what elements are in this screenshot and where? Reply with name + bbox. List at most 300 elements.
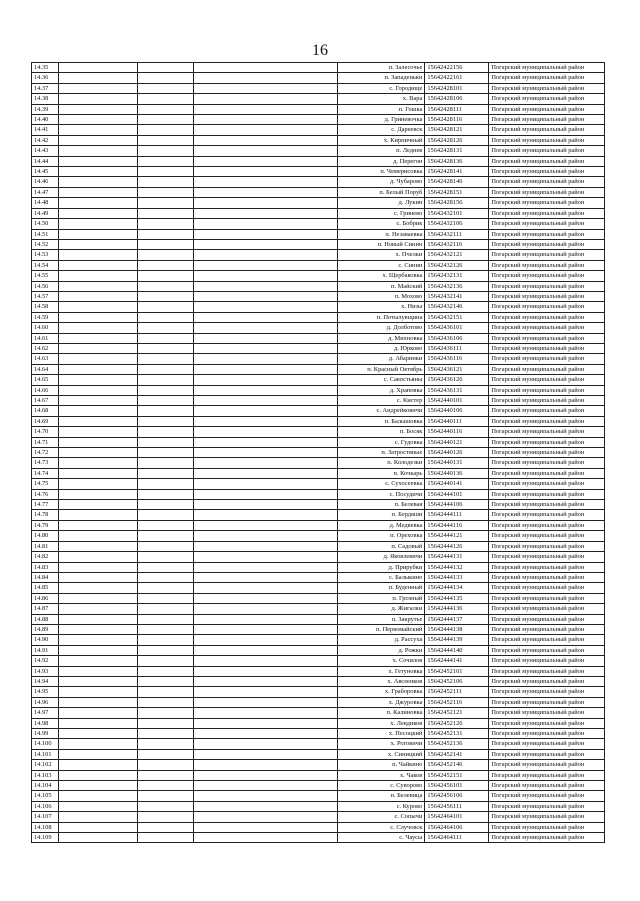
row-number-cell: 14.77 — [32, 500, 59, 510]
oktmo-code-cell: 15642444134 — [425, 583, 489, 593]
settlement-name-cell: п. Гошка — [337, 104, 425, 114]
empty-cell — [194, 489, 338, 499]
row-number-cell: 14.64 — [32, 364, 59, 374]
empty-cell — [194, 437, 338, 447]
oktmo-code-cell: 15642440141 — [425, 479, 489, 489]
settlement-name-cell: п. Новый Синин — [337, 239, 425, 249]
settlement-name-cell: п. Первомайский — [337, 624, 425, 634]
empty-cell — [194, 739, 338, 749]
empty-cell — [138, 354, 194, 364]
empty-cell — [194, 520, 338, 530]
table-row — [32, 562, 605, 572]
row-number-cell: 14.69 — [32, 416, 59, 426]
district-cell: Погарский муниципальный район — [489, 781, 605, 791]
settlements-table — [31, 62, 605, 843]
empty-cell — [58, 760, 137, 770]
empty-cell — [58, 552, 137, 562]
settlement-name-cell: х. Низы — [337, 302, 425, 312]
row-number-cell: 14.39 — [32, 104, 59, 114]
empty-cell — [194, 323, 338, 333]
row-number-cell: 14.76 — [32, 489, 59, 499]
empty-cell — [138, 73, 194, 83]
settlement-name-cell: п. Чайкино — [337, 760, 425, 770]
empty-cell — [138, 645, 194, 655]
district-cell: Погарский муниципальный район — [489, 791, 605, 801]
empty-cell — [138, 833, 194, 843]
oktmo-code-cell: 15642444137 — [425, 614, 489, 624]
empty-cell — [194, 375, 338, 385]
table-row — [32, 572, 605, 582]
empty-cell — [194, 83, 338, 93]
empty-cell — [58, 520, 137, 530]
empty-cell — [138, 479, 194, 489]
oktmo-code-cell: 15642432111 — [425, 229, 489, 239]
table-row — [32, 718, 605, 728]
row-number-cell: 14.56 — [32, 281, 59, 291]
oktmo-code-cell: 15642432121 — [425, 250, 489, 260]
empty-cell — [58, 697, 137, 707]
settlement-name-cell: х. Гетуновка — [337, 666, 425, 676]
table-row — [32, 385, 605, 395]
empty-cell — [138, 583, 194, 593]
empty-cell — [58, 635, 137, 645]
row-number-cell: 14.58 — [32, 302, 59, 312]
row-number-cell: 14.40 — [32, 115, 59, 125]
empty-cell — [58, 333, 137, 343]
table-row — [32, 187, 605, 197]
empty-cell — [194, 833, 338, 843]
settlement-name-cell: д. Медвевка — [337, 520, 425, 530]
empty-cell — [194, 479, 338, 489]
empty-cell — [138, 562, 194, 572]
table-row — [32, 770, 605, 780]
empty-cell — [138, 271, 194, 281]
empty-cell — [58, 250, 137, 260]
row-number-cell: 14.55 — [32, 271, 59, 281]
row-number-cell: 14.108 — [32, 822, 59, 832]
table-row — [32, 666, 605, 676]
settlement-name-cell: п. Незаваевка — [337, 229, 425, 239]
oktmo-code-cell: 15642440136 — [425, 468, 489, 478]
empty-cell — [138, 115, 194, 125]
table-row — [32, 146, 605, 156]
district-cell: Погарский муниципальный район — [489, 250, 605, 260]
table-row — [32, 291, 605, 301]
empty-cell — [58, 239, 137, 249]
oktmo-code-cell: 15642456101 — [425, 781, 489, 791]
table-row — [32, 614, 605, 624]
empty-cell — [138, 104, 194, 114]
district-cell: Погарский муниципальный район — [489, 833, 605, 843]
settlement-name-cell: д. Перегон — [337, 156, 425, 166]
settlement-name-cell: с. Курово — [337, 801, 425, 811]
empty-cell — [194, 822, 338, 832]
empty-cell — [138, 416, 194, 426]
empty-cell — [58, 187, 137, 197]
row-number-cell: 14.82 — [32, 552, 59, 562]
table-row — [32, 312, 605, 322]
empty-cell — [58, 302, 137, 312]
table-row — [32, 281, 605, 291]
table-row — [32, 198, 605, 208]
table-row — [32, 822, 605, 832]
empty-cell — [58, 83, 137, 93]
empty-cell — [58, 739, 137, 749]
table-row — [32, 468, 605, 478]
empty-cell — [58, 271, 137, 281]
district-cell: Погарский муниципальный район — [489, 562, 605, 572]
settlement-name-cell: д. Абаринки — [337, 354, 425, 364]
empty-cell — [58, 604, 137, 614]
settlement-name-cell: п. Калиновка — [337, 708, 425, 718]
empty-cell — [58, 812, 137, 822]
row-number-cell: 14.37 — [32, 83, 59, 93]
district-cell: Погарский муниципальный район — [489, 645, 605, 655]
empty-cell — [58, 343, 137, 353]
oktmo-code-cell: 15642428131 — [425, 146, 489, 156]
table-row — [32, 396, 605, 406]
table-row — [32, 676, 605, 686]
district-cell: Погарский муниципальный район — [489, 156, 605, 166]
empty-cell — [58, 531, 137, 541]
empty-cell — [138, 406, 194, 416]
page-number: 16 — [312, 42, 328, 59]
empty-cell — [58, 385, 137, 395]
empty-cell — [58, 666, 137, 676]
settlement-name-cell: д. Прирубки — [337, 562, 425, 572]
district-cell: Погарский муниципальный район — [489, 208, 605, 218]
oktmo-code-cell: 15642428141 — [425, 167, 489, 177]
empty-cell — [138, 156, 194, 166]
table-row — [32, 375, 605, 385]
oktmo-code-cell: 15642432151 — [425, 312, 489, 322]
empty-cell — [194, 333, 338, 343]
empty-cell — [194, 281, 338, 291]
table-row — [32, 73, 605, 83]
settlement-name-cell: д. Юрково — [337, 343, 425, 353]
empty-cell — [194, 343, 338, 353]
oktmo-code-cell: 15642444133 — [425, 572, 489, 582]
empty-cell — [138, 83, 194, 93]
oktmo-code-cell: 15642428126 — [425, 135, 489, 145]
row-number-cell: 14.66 — [32, 385, 59, 395]
district-cell: Погарский муниципальный район — [489, 187, 605, 197]
table-row — [32, 635, 605, 645]
empty-cell — [194, 760, 338, 770]
settlement-name-cell: д. Гриневочка — [337, 115, 425, 125]
settlement-name-cell: с. Городище — [337, 83, 425, 93]
empty-cell — [194, 781, 338, 791]
district-cell: Погарский муниципальный район — [489, 94, 605, 104]
district-cell: Погарский муниципальный район — [489, 177, 605, 187]
empty-cell — [194, 135, 338, 145]
row-number-cell: 14.53 — [32, 250, 59, 260]
empty-cell — [58, 458, 137, 468]
settlement-name-cell: с. Посудичи — [337, 489, 425, 499]
oktmo-code-cell: 15642440116 — [425, 427, 489, 437]
oktmo-code-cell: 15642436131 — [425, 385, 489, 395]
empty-cell — [138, 520, 194, 530]
empty-cell — [138, 208, 194, 218]
empty-cell — [194, 562, 338, 572]
empty-cell — [58, 541, 137, 551]
empty-cell — [194, 624, 338, 634]
oktmo-code-cell: 15642428101 — [425, 83, 489, 93]
oktmo-code-cell: 15642452126 — [425, 718, 489, 728]
empty-cell — [194, 448, 338, 458]
oktmo-code-cell: 15642444111 — [425, 510, 489, 520]
empty-cell — [138, 333, 194, 343]
table-row — [32, 83, 605, 93]
oktmo-code-cell: 15642464111 — [425, 833, 489, 843]
settlement-name-cell: п. Белевица — [337, 791, 425, 801]
oktmo-code-cell: 15642432106 — [425, 219, 489, 229]
empty-cell — [138, 531, 194, 541]
district-cell: Погарский муниципальный район — [489, 83, 605, 93]
oktmo-code-cell: 15642444140 — [425, 645, 489, 655]
oktmo-code-cell: 15642436116 — [425, 354, 489, 364]
table-row — [32, 416, 605, 426]
empty-cell — [194, 115, 338, 125]
row-number-cell: 14.78 — [32, 510, 59, 520]
empty-cell — [194, 427, 338, 437]
empty-cell — [194, 791, 338, 801]
empty-cell — [138, 250, 194, 260]
empty-cell — [194, 250, 338, 260]
empty-cell — [194, 666, 338, 676]
district-cell: Погарский муниципальный район — [489, 104, 605, 114]
settlement-name-cell: с. Сухосеевка — [337, 479, 425, 489]
empty-cell — [138, 219, 194, 229]
settlement-name-cell: с. Гудовка — [337, 437, 425, 447]
row-number-cell: 14.47 — [32, 187, 59, 197]
row-number-cell: 14.36 — [32, 73, 59, 83]
district-cell: Погарский муниципальный район — [489, 260, 605, 270]
district-cell: Погарский муниципальный район — [489, 281, 605, 291]
table-row — [32, 552, 605, 562]
oktmo-code-cell: 15642428136 — [425, 156, 489, 166]
settlement-name-cell: с. Савостьяны — [337, 375, 425, 385]
table-row — [32, 135, 605, 145]
settlement-name-cell: п. Ореховка — [337, 531, 425, 541]
row-number-cell: 14.35 — [32, 63, 59, 73]
empty-cell — [58, 125, 137, 135]
oktmo-code-cell: 15642428151 — [425, 187, 489, 197]
district-cell: Погарский муниципальный район — [489, 135, 605, 145]
row-number-cell: 14.65 — [32, 375, 59, 385]
table-row — [32, 583, 605, 593]
district-cell: Погарский муниципальный район — [489, 427, 605, 437]
district-cell: Погарский муниципальный район — [489, 479, 605, 489]
settlement-name-cell: п. Потылувщина — [337, 312, 425, 322]
table-row — [32, 781, 605, 791]
settlement-name-cell: п. Леднев — [337, 146, 425, 156]
empty-cell — [58, 208, 137, 218]
row-number-cell: 14.89 — [32, 624, 59, 634]
empty-cell — [138, 552, 194, 562]
table-row — [32, 177, 605, 187]
settlement-name-cell: с. Балыкино — [337, 572, 425, 582]
empty-cell — [194, 63, 338, 73]
empty-cell — [194, 312, 338, 322]
empty-cell — [138, 312, 194, 322]
empty-cell — [194, 510, 338, 520]
table-row — [32, 604, 605, 614]
district-cell: Погарский муниципальный район — [489, 770, 605, 780]
empty-cell — [194, 718, 338, 728]
empty-cell — [138, 63, 194, 73]
empty-cell — [58, 73, 137, 83]
empty-cell — [194, 416, 338, 426]
empty-cell — [58, 396, 137, 406]
settlement-name-cell: с. Чаусы — [337, 833, 425, 843]
row-number-cell: 14.80 — [32, 531, 59, 541]
table-row — [32, 104, 605, 114]
oktmo-code-cell: 15642440121 — [425, 437, 489, 447]
settlement-name-cell: х. Пчелки — [337, 250, 425, 260]
district-cell: Погарский муниципальный район — [489, 385, 605, 395]
district-cell: Погарский муниципальный район — [489, 552, 605, 562]
settlement-name-cell: х. Граборовка — [337, 687, 425, 697]
settlement-name-cell: х. Левдиков — [337, 718, 425, 728]
empty-cell — [194, 302, 338, 312]
district-cell: Погарский муниципальный район — [489, 198, 605, 208]
table-row — [32, 801, 605, 811]
table-row — [32, 156, 605, 166]
empty-cell — [194, 219, 338, 229]
oktmo-code-cell: 15642432131 — [425, 271, 489, 281]
district-cell: Погарский муниципальный район — [489, 354, 605, 364]
oktmo-code-cell: 15642440101 — [425, 396, 489, 406]
row-number-cell: 14.50 — [32, 219, 59, 229]
settlement-name-cell: п. Майский — [337, 281, 425, 291]
settlement-name-cell: п. Западеньки — [337, 73, 425, 83]
row-number-cell: 14.88 — [32, 614, 59, 624]
empty-cell — [194, 167, 338, 177]
empty-cell — [58, 177, 137, 187]
district-cell: Погарский муниципальный район — [489, 708, 605, 718]
empty-cell — [58, 572, 137, 582]
empty-cell — [194, 749, 338, 759]
district-cell: Погарский муниципальный район — [489, 396, 605, 406]
oktmo-code-cell: 15642436106 — [425, 333, 489, 343]
row-number-cell: 14.102 — [32, 760, 59, 770]
empty-cell — [58, 146, 137, 156]
row-number-cell: 14.51 — [32, 229, 59, 239]
oktmo-code-cell: 15642432116 — [425, 239, 489, 249]
table-row — [32, 208, 605, 218]
empty-cell — [138, 718, 194, 728]
empty-cell — [138, 177, 194, 187]
empty-cell — [58, 427, 137, 437]
row-number-cell: 14.93 — [32, 666, 59, 676]
empty-cell — [58, 291, 137, 301]
empty-cell — [58, 676, 137, 686]
district-cell: Погарский муниципальный район — [489, 729, 605, 739]
settlement-name-cell: п. Белый Поруб — [337, 187, 425, 197]
district-cell: Погарский муниципальный район — [489, 364, 605, 374]
oktmo-code-cell: 15642452151 — [425, 770, 489, 780]
table-row — [32, 458, 605, 468]
empty-cell — [138, 489, 194, 499]
row-number-cell: 14.95 — [32, 687, 59, 697]
empty-cell — [138, 187, 194, 197]
settlement-name-cell: д. Чубарово — [337, 177, 425, 187]
row-number-cell: 14.72 — [32, 448, 59, 458]
empty-cell — [58, 167, 137, 177]
empty-cell — [138, 770, 194, 780]
empty-cell — [138, 781, 194, 791]
empty-cell — [194, 801, 338, 811]
table-row — [32, 593, 605, 603]
district-cell: Погарский муниципальный район — [489, 583, 605, 593]
row-number-cell: 14.101 — [32, 749, 59, 759]
row-number-cell: 14.92 — [32, 656, 59, 666]
empty-cell — [194, 198, 338, 208]
district-cell: Погарский муниципальный район — [489, 125, 605, 135]
row-number-cell: 14.43 — [32, 146, 59, 156]
oktmo-code-cell: 15642440106 — [425, 406, 489, 416]
settlement-name-cell: п. Кочкарь — [337, 468, 425, 478]
oktmo-code-cell: 15642436111 — [425, 343, 489, 353]
district-cell: Погарский муниципальный район — [489, 718, 605, 728]
empty-cell — [58, 833, 137, 843]
empty-cell — [194, 239, 338, 249]
settlement-name-cell: х. Вара — [337, 94, 425, 104]
empty-cell — [58, 749, 137, 759]
row-number-cell: 14.38 — [32, 94, 59, 104]
table-row — [32, 250, 605, 260]
table-row — [32, 354, 605, 364]
settlement-name-cell: х. Авсеенков — [337, 676, 425, 686]
empty-cell — [194, 94, 338, 104]
empty-cell — [138, 572, 194, 582]
row-number-cell: 14.48 — [32, 198, 59, 208]
oktmo-code-cell: 15642440131 — [425, 458, 489, 468]
empty-cell — [194, 271, 338, 281]
oktmo-code-cell: 15642444101 — [425, 489, 489, 499]
settlement-name-cell: х. Песоцкий — [337, 729, 425, 739]
empty-cell — [138, 427, 194, 437]
oktmo-code-cell: 15642444135 — [425, 593, 489, 603]
empty-cell — [138, 125, 194, 135]
empty-cell — [58, 94, 137, 104]
table-row — [32, 833, 605, 843]
empty-cell — [58, 708, 137, 718]
settlement-name-cell: с. Синин — [337, 260, 425, 270]
oktmo-code-cell: 15642432141 — [425, 291, 489, 301]
row-number-cell: 14.61 — [32, 333, 59, 343]
district-cell: Погарский муниципальный район — [489, 291, 605, 301]
district-cell: Погарский муниципальный район — [489, 510, 605, 520]
settlement-name-cell: х. Щербаковка — [337, 271, 425, 281]
settlement-name-cell: х. Чаков — [337, 770, 425, 780]
district-cell: Погарский муниципальный район — [489, 448, 605, 458]
table-row — [32, 656, 605, 666]
settlement-name-cell: п. Красный Октябрь — [337, 364, 425, 374]
table-row — [32, 729, 605, 739]
row-number-cell: 14.75 — [32, 479, 59, 489]
district-cell: Погарский муниципальный район — [489, 167, 605, 177]
oktmo-code-cell: 15642440126 — [425, 448, 489, 458]
row-number-cell: 14.45 — [32, 167, 59, 177]
settlement-name-cell: х. Роговичи — [337, 739, 425, 749]
oktmo-code-cell: 15642432126 — [425, 260, 489, 270]
row-number-cell: 14.63 — [32, 354, 59, 364]
table-row — [32, 624, 605, 634]
oktmo-code-cell: 15642452101 — [425, 666, 489, 676]
empty-cell — [138, 666, 194, 676]
